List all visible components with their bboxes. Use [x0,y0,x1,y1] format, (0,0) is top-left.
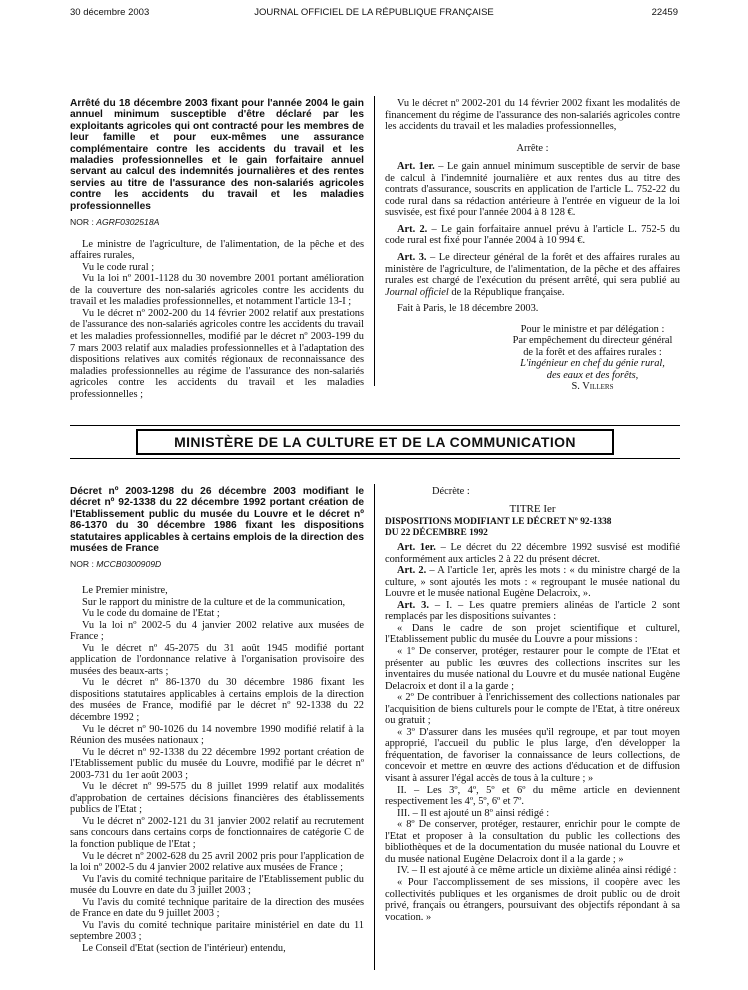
decret-article-2 [385,565,680,600]
article-label: Art. 3. [397,599,429,611]
decret-para: Vu le décret nº 90-1026 du 14 novembre 1990 modifié relatif à la Réunion des musées nationaux ; [70,723,364,747]
decret-para: Vu le décret nº 99-575 du 8 juillet 1999 relatif aux modalités d'approbation de certaines décisions financières des établissements publics de l'Etat ; [70,781,364,816]
titre-subheading: DU 22 DÉCEMBRE 1992 [385,528,488,539]
arrete-para: Le ministre de l'agriculture, de l'alimentation, de la pêche et des affaires rurales, [70,238,364,262]
header-page-number: 22459 [651,7,678,18]
arrete-title: Arrêté du 18 décembre 2003 fixant pour l'année 2004 le gain annuel minimum susceptible d'être déclaré par les exploitants agricoles qui ont contracté pour les membres de leur famille et pour eux-mêmes une assurance complémentaire contre les accidents du travail et les maladies professionnelles et le gain forfaitaire annuel servant au calcul des indemnités journalières et des rentes servies au titre de l'assurance des non-salariés agricoles contre les accidents du travail et les maladies professionnelles [70,98,364,212]
decret-para: Vu le décret nº 2002-628 du 25 avril 2002 pris pour l'application de la loi nº 2002-5 du 4 janvier 2002 relative aux musées de France ; [70,850,364,874]
header-journal-title: JOURNAL OFFICIEL DE LA RÉPUBLIQUE FRANÇAISE [254,7,494,18]
decret-para: Vu l'avis du comité technique paritaire de l'Etablissement public du musée du Louvre en date du 3 juillet 2003 ; [70,873,364,897]
decret-para: Vu la loi nº 2002-5 du 4 janvier 2002 relative aux musées de France ; [70,619,364,643]
decret-para: Vu le décret nº 45-2075 du 31 août 1945 modifié portant application de l'ordonnance relative à l'organisation provisoire des musées des beaux-arts ; [70,642,364,677]
article-label: Art. 2. [397,223,428,235]
decret-para: Vu l'avis du comité technique paritaire ministériel en date du 11 septembre 2003 ; [70,919,364,943]
arrete-nor [70,217,364,229]
article-text: de la République française. [448,286,565,298]
decret-para: II. – Les 3º, 4º, 5º et 6º du même article en deviennent respectivement les 4º, 5º, 6º et 7º. [385,784,680,808]
decret-nor [70,559,364,571]
header-date: 30 décembre 2003 [70,7,150,18]
signature-line: Par empêchement du directeur général [512,335,673,347]
article-text: – I. – Les quatre premiers alinéas de l'article 2 sont remplacés par les dispositions suivantes : [385,599,680,623]
arrete-article-1 [385,161,680,219]
decret-para: IV. – Il est ajouté à ce même article un dixième alinéa ainsi rédigé : [397,865,677,877]
article-text: – A l'article 1er, après les mots : « du ministre chargé de la culture, » sont ajoutés les mots : « regroupant le musée national du Louvre et le musée national Eugène Delacroix, ». [385,565,680,600]
article-text: – Le gain annuel minimum susceptible de servir de base de calcul à l'indemnité journalière et aux rentes dus au titre des contrats d'assurance, souscrits en application de l'article L. 752-22 du code rural dans sa rédaction antérieure à l'entrée en vigueur de la loi susvisée, est fixé pour l'année 2004 à 8 128 €. [385,161,680,219]
signature-line: L'ingénieur en chef du génie rural, [520,358,665,370]
ministry-banner-title: MINISTÈRE DE LA CULTURE ET DE LA COMMUNICATION [136,429,614,455]
decret-right-column [385,486,680,923]
decret-left-column [70,486,364,954]
decret-para: « 3º D'assurer dans les musées qu'il regroupe, et par tout moyen approprié, l'accueil du public le plus large, d'en développer la fréquentation, de favoriser la connaissance de leurs collections, de concevoir et mettre en œuvre des actions d'éducation et de diffusion visant à assurer l'égal accès de tous à la culture ; » [385,726,680,785]
arrete-para: Vu le décret nº 2002-200 du 14 février 2002 relatif aux prestations de l'assurance des non-salariés agricoles contre les accidents du travail et les maladies professionnelles, modifié par le décret nº 2003-199 du 7 mars 2003 relatif aux maladies professionnelles et à l'adaptation des dispositions relatives aux comités régionaux de reconnaissance des maladies professionnelles au régime de l'assurance des non-salariés agricoles contre les accidents du travail et les maladies professionnelles ; [70,307,364,400]
decret-article-1 [385,542,680,565]
decret-para: « 8º De conserver, protéger, restaurer, enrichir pour le compte de l'Etat et proposer à la consultation du public les collections des bibliothèques et de la documentation du musée national du Louvre et du musée national Eugène Delacroix dont il a la garde ; » [385,819,680,865]
decrete-label: Décrète : [432,486,470,497]
arrete-label: Arrête : [516,142,549,154]
decret-title: Décret nº 2003-1298 du 26 décembre 2003 modifiant le décret nº 92-1338 du 22 décembre 1992 portant création de l'Etablissement public du musée du Louvre et le décret nº 86-1370 du 30 décembre 1986 fixant les dispositions statutaires applicables à certains emplois de la direction des musées de France [70,486,364,555]
page-header [70,7,678,21]
decret-para: « 1º De conserver, protéger, restaurer pour le compte de l'Etat et présenter au public les œuvres des collections inscrites sur les inventaires du musée national du Louvre et du musée national Eugène Delacroix et dont il a la garde ; [385,646,680,692]
decret-para: Vu l'avis du comité technique paritaire de la direction des musées de France en date du 9 juillet 2003 ; [70,896,364,920]
arrete-para: Vu la loi nº 2001-1128 du 30 novembre 2001 portant amélioration de la couverture des non-salariés agricoles contre les accidents du travail et les maladies professionnelles, et notamment l'article 13-I ; [70,273,364,308]
decret-para: Le Conseil d'Etat (section de l'intérieur) entendu, [82,942,286,954]
ministry-banner [70,425,680,459]
decret-para: Sur le rapport du ministre de la culture et de la communication, [82,596,346,608]
arrete-article-3 [385,252,680,298]
arrete-article-2 [385,224,680,247]
nor-code: AGRF0302518A [96,217,160,228]
arrete-right-column [385,98,680,393]
decret-para: « Dans le cadre de son projet scientifique et culturel, l'Etablissement public du musée du Louvre a pour missions : [385,622,680,646]
decret-para: Le Premier ministre, [82,584,168,596]
signature-line: de la forêt et des affaires rurales : [523,346,662,358]
article-label: Art. 3. [397,252,427,264]
titre-subheading: DISPOSITIONS MODIFIANT LE DÉCRET Nº 92-1338 [385,517,612,528]
arrete-para: Vu le décret nº 2002-201 du 14 février 2002 fixant les modalités de financement du régime de l'assurance des non-salariés agricoles contre les accidents du travail et les maladies professionnelles, [385,98,680,133]
signatory-name: S. Villers [571,381,614,393]
nor-label: NOR : [70,559,94,570]
signature-date: Fait à Paris, le 18 décembre 2003. [397,303,539,315]
decret-para: « Pour l'accomplissement de ses missions, il coopère avec les collectivités publiques et les organismes de droit public ou de droit privé, français ou étrangers, poursuivant des objectifs répondant à sa vocation. » [385,876,680,923]
arrete-left-column [70,98,364,400]
nor-code: MCCB0300909D [96,559,162,570]
decret-para: Vu le décret nº 86-1370 du 30 décembre 1986 fixant les dispositions statutaires applicables à certains emplois de la direction des musées de France, modifié par le décret nº 92-1338 du 22 décembre 1992 ; [70,677,364,723]
column-divider-top [374,96,375,386]
signature-line: Pour le ministre et par délégation : [520,323,665,335]
article-text: – Le gain forfaitaire annuel prévu à l'article L. 752-5 du code rural est fixé pour l'année 2004 à 10 994 €. [385,223,680,247]
article-label: Art. 2. [397,565,427,577]
nor-label: NOR : [70,217,94,228]
titre-heading: TITRE Ier [509,502,556,515]
column-divider-bottom [374,484,375,970]
decret-article-3 [385,600,680,623]
article-text: – Le décret du 22 décembre 1992 susvisé est modifié conformément aux articles 2 à 22 du présent décret. [385,542,680,565]
signature-line: des eaux et des forêts, [546,369,639,381]
decret-para: III. – Il est ajouté un 8º ainsi rédigé : [397,807,550,819]
article-label: Art. 1er. [397,542,436,554]
article-text: – Le directeur général de la forêt et des affaires rurales au ministère de l'agriculture, de l'alimentation, de la pêche et des affaires rurales est chargé de l'exécution du présent arrêté, qui sera publié au [385,252,680,287]
arrete-para: Vu le code rural ; [82,261,155,273]
decret-para: Vu le décret nº 92-1338 du 22 décembre 1992 portant création de l'Etablissement public du musée du Louvre, modifié par le décret nº 2003-731 du 1er août 2003 ; [70,746,364,781]
decret-para: « 2º De contribuer à l'enrichissement des collections nationales par l'acquisition de biens culturels pour le compte de l'Etat, à titre onéreux ou gratuit ; [385,692,680,727]
article-label: Art. 1er. [397,161,435,173]
signature-block [505,324,680,393]
decret-para: Vu le code du domaine de l'Etat ; [82,608,220,620]
journal-name: Journal officiel [385,286,449,298]
decret-para: Vu le décret nº 2002-121 du 31 janvier 2002 relatif au recrutement sans concours dans certains corps de fonctionnaires de catégorie C de la fonction publique de l'Etat ; [70,815,364,851]
